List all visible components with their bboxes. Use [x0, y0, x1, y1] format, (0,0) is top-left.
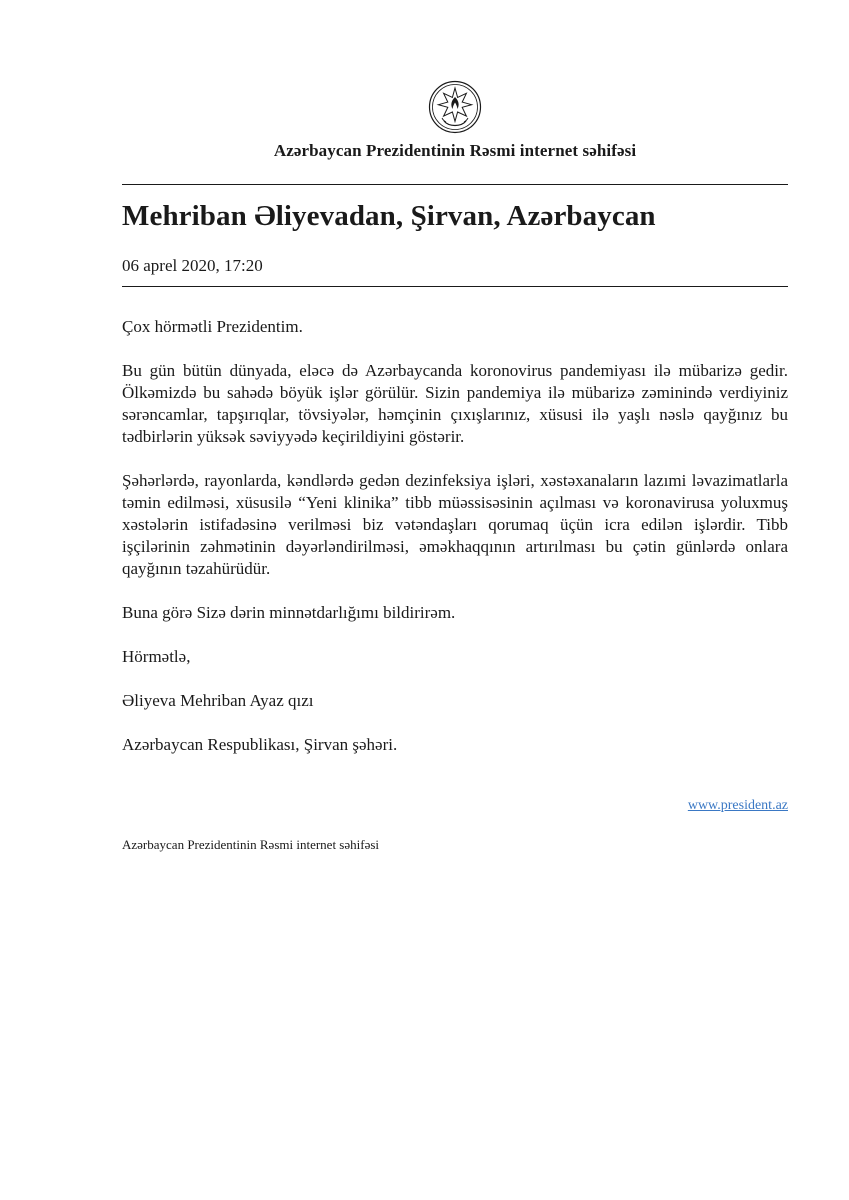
- letter-paragraph: Şəhərlərdə, rayonlarda, kəndlərdə gedən dezinfeksiya işləri, xəstəxanaların lazımi ləvazimatlarla təmin edilməsi, xüsusilə “Yeni klinika” tibb müəssisəsinin açılması və koronavirusa yoluxmuş xəstələrin istifadəsinə verilməsi biz vətəndaşları qorumaq üçün icra edilən işlərdir. Tibb işçilərinin zəhmətinin dəyərləndirilməsi, əməkhaqqının artırılması bu çətin günlərdə onlara qayğının təzahürüdür.: [122, 471, 788, 578]
- signature-place: Azərbaycan Respublikası, Şirvan şəhəri.: [122, 735, 398, 754]
- page-title: Mehriban Əliyevadan, Şirvan, Azərbaycan: [122, 200, 656, 232]
- site-title: Azərbaycan Prezidentinin Rəsmi internet səhifəsi: [273, 141, 637, 160]
- footer-text: Azərbaycan Prezidentinin Rəsmi internet səhifəsi: [122, 837, 380, 852]
- divider: [122, 286, 788, 287]
- signature-name: Əliyeva Mehriban Ayaz qızı: [122, 691, 314, 710]
- letter-paragraph: Buna görə Sizə dərin minnətdarlığımı bildirirəm.: [122, 603, 456, 622]
- divider: [122, 184, 788, 185]
- letter-closing: Hörmətlə,: [122, 647, 191, 666]
- state-emblem-icon: [428, 80, 482, 134]
- publish-date: 06 aprel 2020, 17:20: [122, 256, 263, 275]
- letter-greeting: Çox hörmətli Prezidentim.: [122, 317, 303, 336]
- letter-paragraph: Bu gün bütün dünyada, eləcə də Azərbaycanda koronovirus pandemiyası ilə mübarizə gedir. Ölkəmizdə bu sahədə böyük işlər görülür. Sizin pandemiya ilə mübarizə zəminində verdiyiniz sərəncamlar, tapşırıqlar, tövsiyələr, həmçinin çıxışlarınız, xüsusi ilə yaşlı nəslə qayğınız bu tədbirlərin yüksək səviyyədə keçirildiyini göstərir.: [122, 361, 788, 446]
- article-body: [122, 316, 788, 778]
- president-site-link[interactable]: www.president.az: [687, 798, 788, 813]
